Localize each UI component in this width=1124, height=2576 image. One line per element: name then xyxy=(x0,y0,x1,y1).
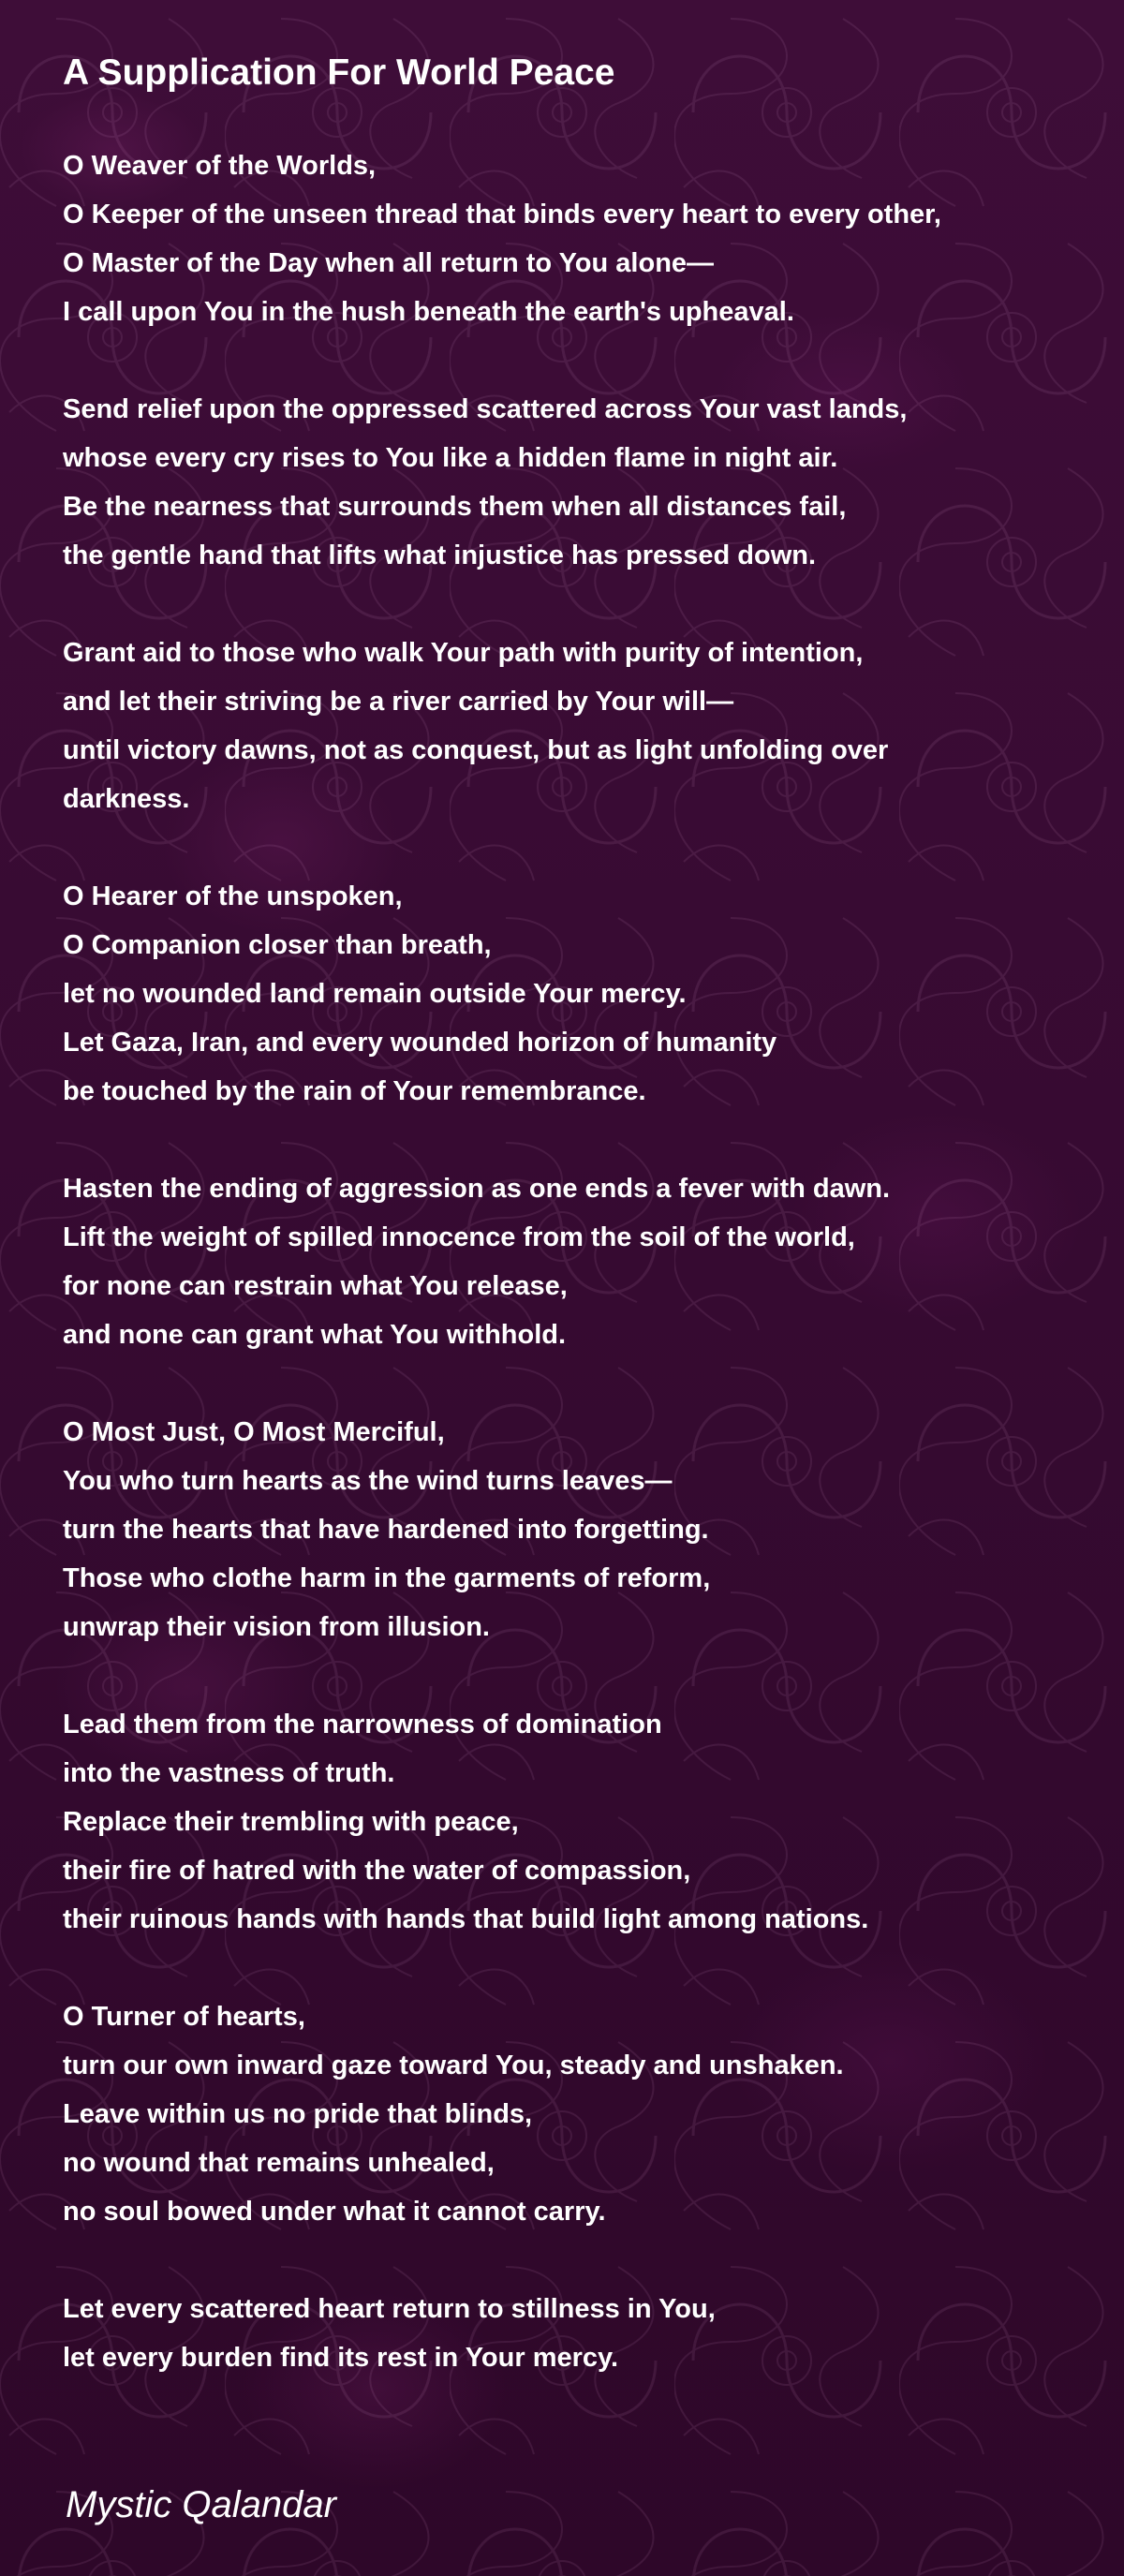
poem-line: Be the nearness that surrounds them when all distances fail, xyxy=(63,492,847,522)
poem-line: O Keeper of the unseen thread that binds every heart to every other, xyxy=(63,200,941,229)
poem-line: O Weaver of the Worlds, xyxy=(63,151,377,181)
poem-line: O Hearer of the unspoken, xyxy=(63,881,403,911)
poem-stanza xyxy=(63,1164,1074,1359)
poem-line: Leave within us no pride that blinds, xyxy=(63,2099,533,2129)
poem-line: for none can restrain what You release, xyxy=(63,1271,568,1301)
poem-line: O Most Just, O Most Merciful, xyxy=(63,1417,445,1447)
poem-line: and none can grant what You withhold. xyxy=(63,1320,567,1350)
poem-line: Grant aid to those who walk Your path with purity of intention, xyxy=(63,638,864,668)
poem-line: O Master of the Day when all return to You alone— xyxy=(63,248,715,278)
poem-line: no soul bowed under what it cannot carry. xyxy=(63,2197,606,2227)
poem-line: Hasten the ending of aggression as one ends a fever with dawn. xyxy=(63,1174,891,1204)
poem-line: unwrap their vision from illusion. xyxy=(63,1612,490,1642)
poem-stanza xyxy=(63,2285,1074,2382)
poem-line: their fire of hatred with the water of compassion, xyxy=(63,1856,691,1886)
poem-line: Send relief upon the oppressed scattered across Your vast lands, xyxy=(63,394,908,424)
poem-line: Those who clothe harm in the garments of reform, xyxy=(63,1563,711,1593)
poem-line: darkness. xyxy=(63,784,190,814)
poem-line: turn our own inward gaze toward You, steady and unshaken. xyxy=(63,2050,844,2080)
poem-stanza xyxy=(63,141,1074,336)
poem-line: until victory dawns, not as conquest, but as light unfolding over xyxy=(63,735,889,765)
poem-line: Let Gaza, Iran, and every wounded horizon of humanity xyxy=(63,1028,777,1058)
poem-stanza xyxy=(63,1992,1074,2236)
poem-stanza xyxy=(63,629,1074,823)
poem-line: Let every scattered heart return to stillness in You, xyxy=(63,2294,716,2324)
poem-line: Replace their trembling with peace, xyxy=(63,1807,519,1837)
poem-line: no wound that remains unhealed, xyxy=(63,2148,495,2178)
poem-stanza xyxy=(63,872,1074,1116)
poem-line: let no wounded land remain outside Your mercy. xyxy=(63,979,687,1009)
poem-line: their ruinous hands with hands that build light among nations. xyxy=(63,1904,869,1934)
poem-line: Lift the weight of spilled innocence from the soil of the world, xyxy=(63,1222,855,1252)
poem-body xyxy=(63,141,1074,2382)
poem-stanza xyxy=(63,1700,1074,1944)
poem-line: and let their striving be a river carried by Your will— xyxy=(63,687,734,717)
poem-stanza xyxy=(63,385,1074,580)
poem-line: into the vastness of truth. xyxy=(63,1758,395,1788)
poem-stanza xyxy=(63,1408,1074,1651)
poem-line: be touched by the rain of Your remembrance. xyxy=(63,1076,646,1106)
poem-line: You who turn hearts as the wind turns leaves— xyxy=(63,1466,673,1496)
poem-line: the gentle hand that lifts what injustice has pressed down. xyxy=(63,540,817,570)
poem-line: whose every cry rises to You like a hidden flame in night air. xyxy=(63,443,838,473)
poem-line: Lead them from the narrowness of domination xyxy=(63,1710,662,1740)
poem-container xyxy=(63,47,1074,2431)
poem-line: O Turner of hearts, xyxy=(63,2002,305,2032)
poem-line: O Companion closer than breath, xyxy=(63,930,492,960)
poem-title: A Supplication For World Peace xyxy=(63,52,615,93)
poem-line: turn the hearts that have hardened into forgetting. xyxy=(63,1515,709,1545)
poem-line: let every burden find its rest in Your mercy. xyxy=(63,2343,619,2373)
poem-author: Mystic Qalandar xyxy=(66,2484,336,2525)
poem-line: I call upon You in the hush beneath the earth's upheaval. xyxy=(63,297,794,327)
